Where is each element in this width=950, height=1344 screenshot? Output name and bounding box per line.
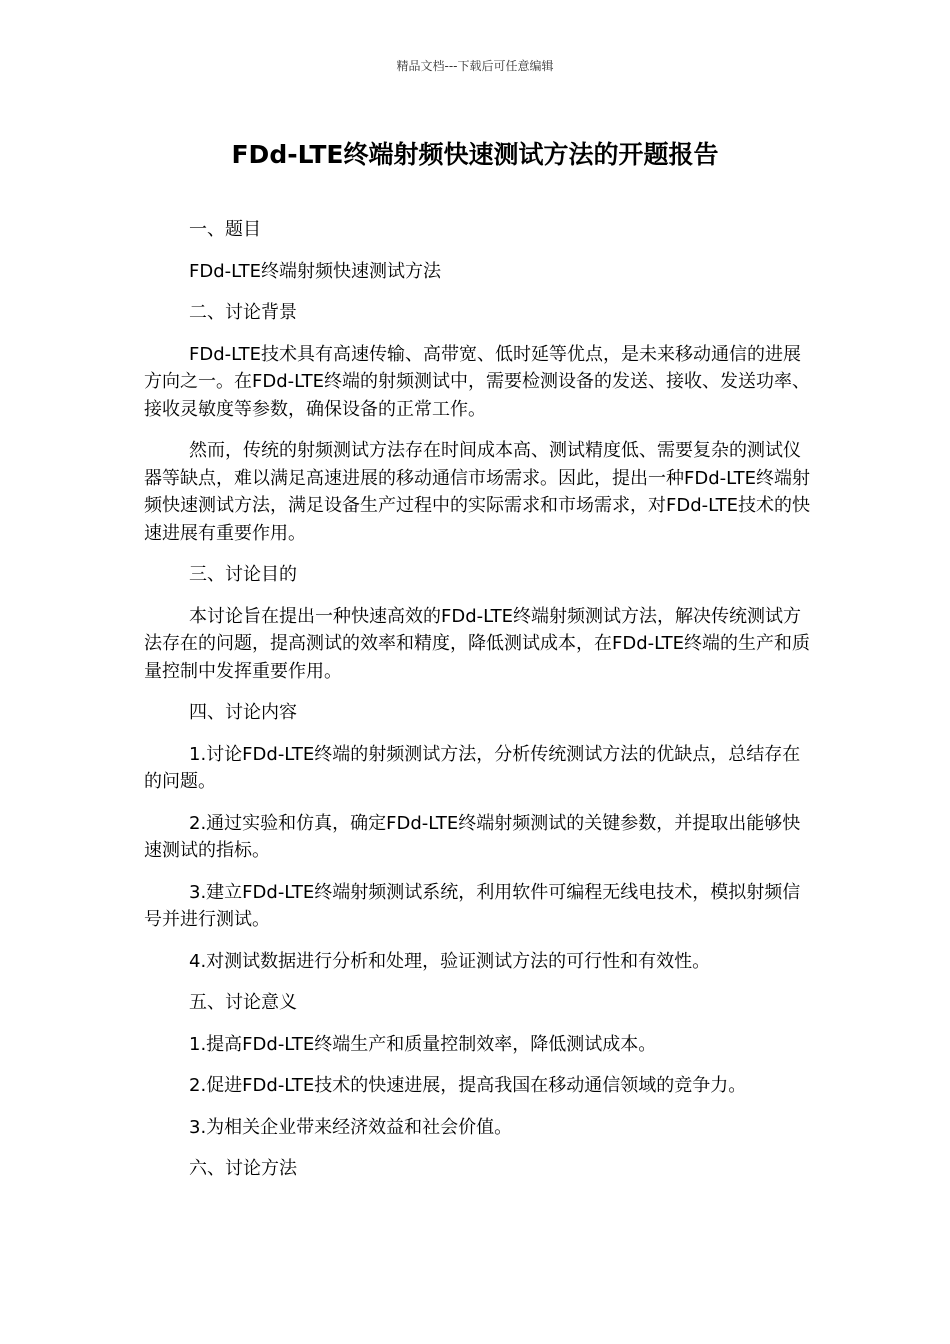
page-header: 精品文档---下载后可任意编辑 <box>396 59 554 73</box>
document-body <box>144 216 812 1197</box>
significance-item-1: 1.提高FDd-LTE终端生产和质量控制效率，降低测试成本。 <box>189 1033 657 1055</box>
background-paragraph-1: FDd-LTE技术具有高速传输、高带宽、低时延等优点，是未来移动通信的进展方向之一。在FDd-LTE终端的射频测试中，需要检测设备的发送、接收、发送功率、接收灵敏度等参数，确保设备的正常工作。 <box>144 343 811 420</box>
purpose-paragraph: 本讨论旨在提出一种快速高效的FDd-LTE终端射频测试方法，解决传统测试方法存在的问题，提高测试的效率和精度，降低测试成本，在FDd-LTE终端的生产和质量控制中发挥重要作用。 <box>144 605 811 682</box>
content-item-4: 4.对测试数据进行分析和处理，验证测试方法的可行性和有效性。 <box>189 950 711 972</box>
section-heading-background: 二、讨论背景 <box>189 302 297 323</box>
significance-item-3: 3.为相关企业带来经济效益和社会价值。 <box>189 1116 513 1138</box>
document-title: FDd-LTE终端射频快速测试方法的开题报告 <box>231 140 719 169</box>
section-heading-content: 四、讨论内容 <box>189 702 297 723</box>
section-heading-significance: 五、讨论意义 <box>189 992 297 1013</box>
content-item-3: 3.建立FDd-LTE终端射频测试系统，利用软件可编程无线电技术，模拟射频信号并进行测试。 <box>144 881 801 930</box>
content-item-2: 2.通过实验和仿真，确定FDd-LTE终端射频测试的关键参数，并提取出能够快速测试的指标。 <box>144 812 801 861</box>
section-heading-topic: 一、题目 <box>189 219 261 240</box>
content-item-1: 1.讨论FDd-LTE终端的射频测试方法，分析传统测试方法的优缺点，总结存在的问题。 <box>144 743 801 792</box>
significance-item-2: 2.促进FDd-LTE技术的快速进展，提高我国在移动通信领域的竞争力。 <box>189 1075 747 1096</box>
background-paragraph-2: 然而，传统的射频测试方法存在时间成本高、测试精度低、需要复杂的测试仪器等缺点，难以满足高速进展的移动通信市场需求。因此，提出一种FDd-LTE终端射频快速测试方法，满足设备生产过程中的实际需求和市场需求，对FDd-LTE技术的快速进展有重要作用。 <box>144 440 811 544</box>
section-heading-purpose: 三、讨论目的 <box>189 564 297 585</box>
section-heading-method: 六、讨论方法 <box>189 1158 297 1179</box>
topic-text: FDd-LTE终端射频快速测试方法 <box>189 260 442 282</box>
